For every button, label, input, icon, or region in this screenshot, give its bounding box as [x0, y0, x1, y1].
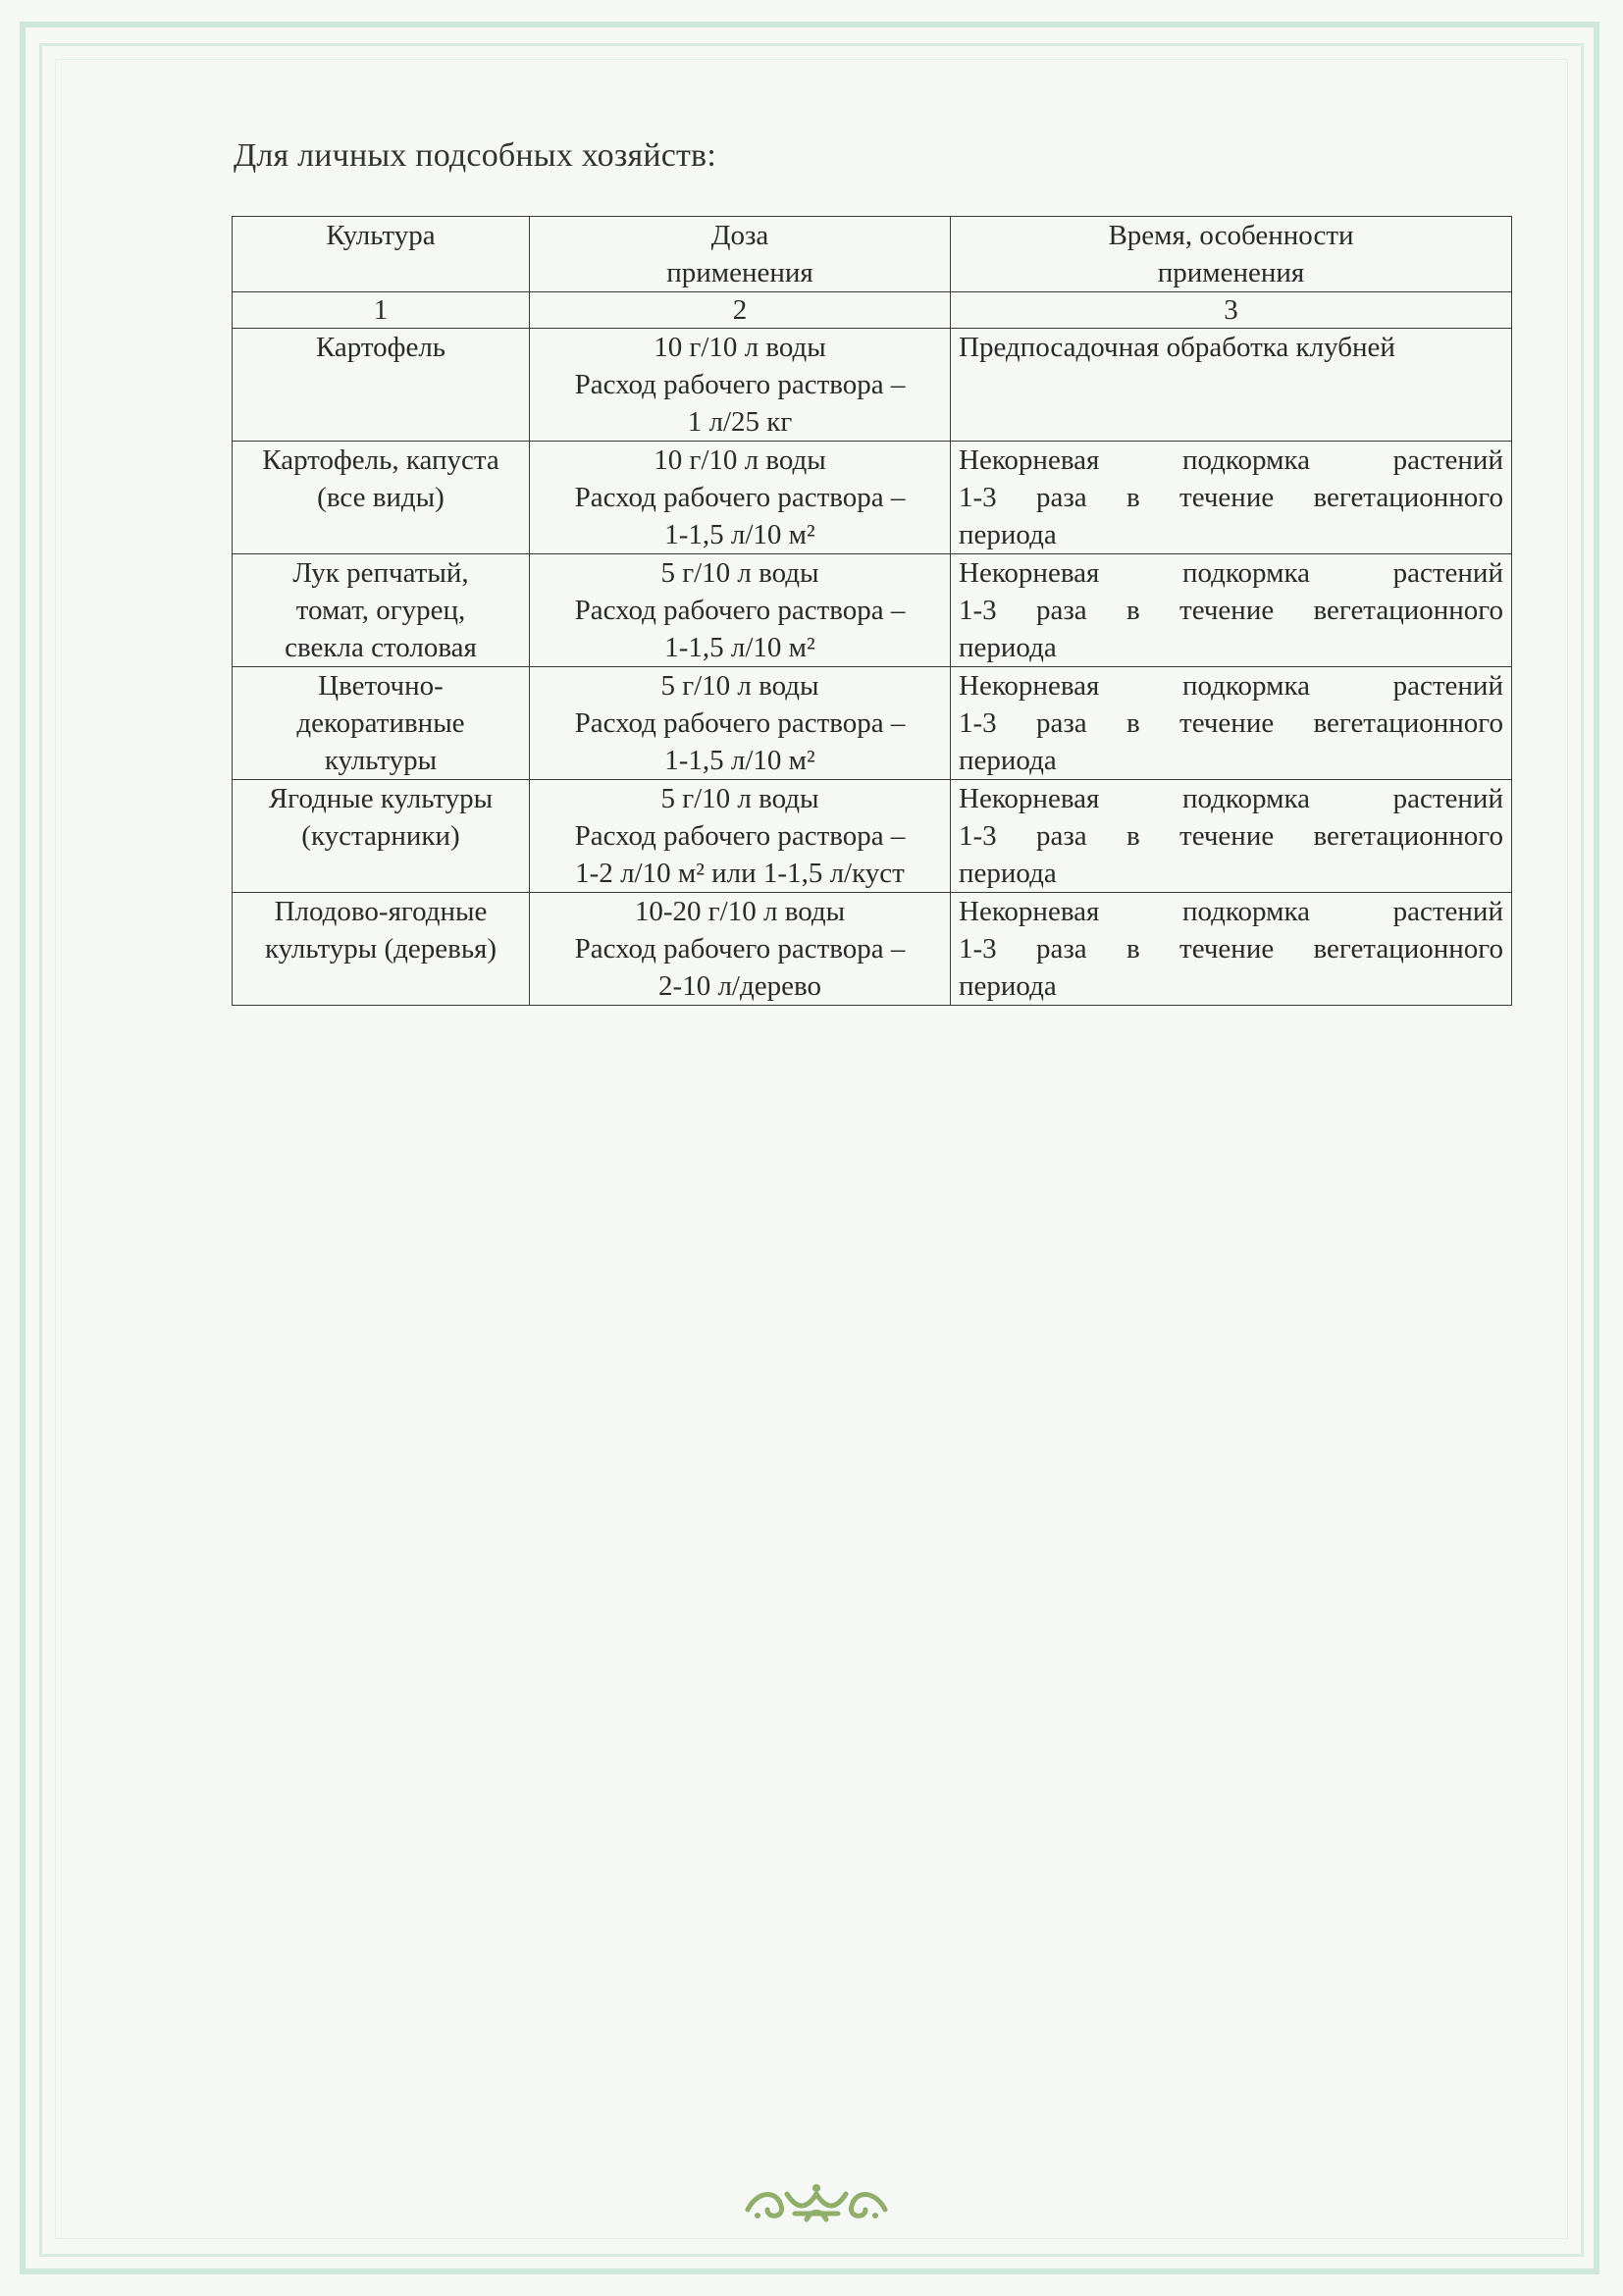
- cell-line: Ягодные культуры: [268, 783, 494, 814]
- word: 1-3: [959, 482, 997, 513]
- cell-time: [951, 554, 1512, 667]
- cell-line: Расход рабочего раствора –: [574, 933, 906, 965]
- cell-line: [959, 554, 1503, 592]
- cell-dose: [530, 329, 951, 442]
- word: растений: [1392, 896, 1503, 927]
- cell-culture: [233, 554, 530, 667]
- word: растений: [1392, 444, 1503, 476]
- table-row: [233, 329, 1512, 442]
- cell-line: Расход рабочего раствора –: [574, 482, 906, 513]
- word: вегетационного: [1313, 707, 1503, 739]
- cell-line: 1-1,5 л/10 м²: [664, 632, 815, 663]
- section-heading: Для личных подсобных хозяйств:: [234, 137, 716, 174]
- word: подкормка: [1181, 444, 1310, 476]
- cell-time: [951, 780, 1512, 893]
- cell-line: [959, 817, 1503, 855]
- word: в: [1126, 595, 1140, 626]
- table-row: [233, 554, 1512, 667]
- word: в: [1126, 933, 1140, 965]
- column-number-1: 1: [233, 292, 530, 329]
- cell-line: Плодово-ягодные: [274, 896, 488, 927]
- word: Некорневая: [959, 557, 1100, 589]
- word: течение: [1179, 595, 1275, 626]
- cell-dose: [530, 667, 951, 780]
- word: течение: [1179, 933, 1275, 965]
- cell-line: 1-2 л/10 м² или 1-1,5 л/куст: [575, 858, 905, 889]
- cell-line: 5 г/10 л воды: [660, 557, 819, 589]
- cell-line: декоративные: [296, 707, 465, 739]
- word: раза: [1035, 707, 1087, 739]
- dosage-table: [232, 216, 1512, 1006]
- cell-line: Лук репчатый,: [292, 557, 469, 589]
- word: в: [1126, 820, 1140, 852]
- word: растений: [1392, 557, 1503, 589]
- cell-line: Расход рабочего раствора –: [574, 707, 906, 739]
- cell-line: 1-1,5 л/10 м²: [664, 519, 815, 550]
- word: раза: [1035, 595, 1087, 626]
- cell-line: Расход рабочего раствора –: [574, 595, 906, 626]
- word: подкормка: [1181, 896, 1310, 927]
- cell-line: [959, 667, 1503, 704]
- word: Некорневая: [959, 444, 1100, 476]
- word: подкормка: [1181, 557, 1310, 589]
- word: раза: [1035, 820, 1087, 852]
- word: 1-3: [959, 707, 997, 739]
- word: течение: [1179, 820, 1275, 852]
- table-row: [233, 442, 1512, 554]
- header-culture: Культура: [233, 217, 530, 292]
- cell-line: [959, 442, 1503, 479]
- word: вегетационного: [1313, 820, 1503, 852]
- word: вегетационного: [1313, 482, 1503, 513]
- cell-line: свекла столовая: [285, 632, 477, 663]
- word: 1-3: [959, 820, 997, 852]
- cell-line: периода: [959, 745, 1057, 776]
- cell-line: (кустарники): [301, 820, 460, 852]
- cell-line: 2-10 л/дерево: [658, 970, 821, 1002]
- cell-culture: [233, 442, 530, 554]
- cell-line: Картофель: [315, 332, 446, 363]
- cell-line: (все виды): [317, 482, 445, 513]
- cell-line: Предпосадочная обработка клубней: [959, 332, 1395, 363]
- column-number-2: 2: [530, 292, 951, 329]
- cell-line: 5 г/10 л воды: [660, 670, 819, 702]
- table-row: [233, 667, 1512, 780]
- cell-line: [959, 930, 1503, 967]
- cell-time: [951, 667, 1512, 780]
- cell-line: периода: [959, 519, 1057, 550]
- cell-dose: [530, 554, 951, 667]
- header-time: Время, особенности применения: [951, 217, 1512, 292]
- cell-line: 10 г/10 л воды: [654, 444, 826, 476]
- cell-time: [951, 329, 1512, 442]
- cell-line: Расход рабочего раствора –: [574, 820, 906, 852]
- word: растений: [1392, 783, 1503, 814]
- cell-time: [951, 893, 1512, 1006]
- cell-dose: [530, 442, 951, 554]
- word: вегетационного: [1313, 933, 1503, 965]
- decorative-ornament-icon: [738, 2180, 895, 2225]
- cell-culture: [233, 780, 530, 893]
- cell-line: 1-1,5 л/10 м²: [664, 745, 815, 776]
- word: в: [1126, 707, 1140, 739]
- cell-line: культуры: [324, 745, 438, 776]
- word: 1-3: [959, 595, 997, 626]
- cell-line: [959, 704, 1503, 742]
- cell-line: 10 г/10 л воды: [654, 332, 826, 363]
- word: течение: [1179, 482, 1275, 513]
- cell-line: 1 л/25 кг: [687, 406, 793, 438]
- cell-line: периода: [959, 858, 1057, 889]
- column-number-3: 3: [951, 292, 1512, 329]
- cell-line: Расход рабочего раствора –: [574, 369, 906, 400]
- word: растений: [1392, 670, 1503, 702]
- cell-line: Цветочно-: [318, 670, 444, 702]
- cell-culture: [233, 893, 530, 1006]
- word: раза: [1035, 933, 1087, 965]
- word: 1-3: [959, 933, 997, 965]
- cell-dose: [530, 893, 951, 1006]
- cell-line: 10-20 г/10 л воды: [634, 896, 846, 927]
- cell-line: Картофель, капуста: [262, 444, 499, 476]
- cell-time: [951, 442, 1512, 554]
- word: подкормка: [1181, 670, 1310, 702]
- word: Некорневая: [959, 896, 1100, 927]
- cell-line: культуры (деревья): [264, 933, 497, 965]
- word: Некорневая: [959, 670, 1100, 702]
- header-dose: Доза применения: [530, 217, 951, 292]
- table-number-row: [233, 292, 1512, 329]
- cell-line: [959, 893, 1503, 930]
- word: течение: [1179, 707, 1275, 739]
- table-header-row: [233, 217, 1512, 292]
- word: подкормка: [1181, 783, 1310, 814]
- cell-line: [959, 592, 1503, 629]
- table-row: [233, 893, 1512, 1006]
- cell-dose: [530, 780, 951, 893]
- word: раза: [1035, 482, 1087, 513]
- cell-line: периода: [959, 970, 1057, 1002]
- cell-culture: [233, 667, 530, 780]
- cell-line: 5 г/10 л воды: [660, 783, 819, 814]
- word: Некорневая: [959, 783, 1100, 814]
- cell-line: [959, 780, 1503, 817]
- cell-line: томат, огурец,: [295, 595, 466, 626]
- table-row: [233, 780, 1512, 893]
- cell-line: [959, 479, 1503, 516]
- word: в: [1126, 482, 1140, 513]
- word: вегетационного: [1313, 595, 1503, 626]
- cell-line: периода: [959, 632, 1057, 663]
- cell-culture: [233, 329, 530, 442]
